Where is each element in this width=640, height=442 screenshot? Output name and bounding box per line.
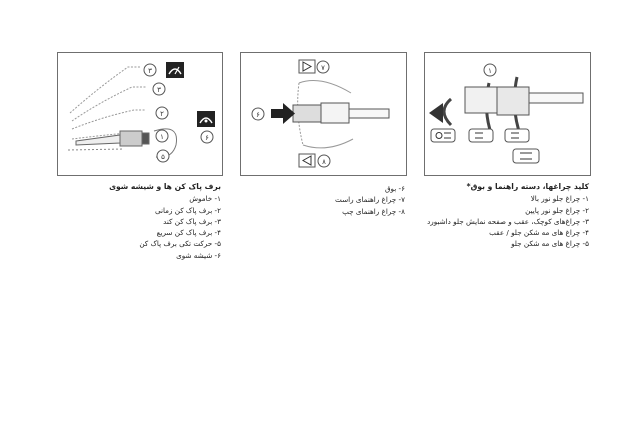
wiper-legend-item: ۴- برف پاک کن سریع — [156, 228, 221, 238]
wiper-stalk-figure — [57, 52, 223, 176]
wiper-legend-item: ۲- برف پاک کن زمانی — [154, 205, 221, 215]
wiper-icon — [166, 62, 184, 78]
wiper-legend-item: ۱- خاموش — [189, 194, 221, 204]
signal-stalk-illustration — [241, 53, 406, 175]
wiper-label-3: ۳ — [148, 67, 152, 75]
wiper-stalk-illustration — [58, 53, 222, 175]
lights-stalk-figure — [424, 52, 591, 176]
wiper-legend-item: ۵- حرکت تکی برف پاک کن — [139, 239, 221, 249]
wiper-label-2: ۲ — [160, 110, 164, 118]
wiper-legend-title: برف پاک کن ها و شیشه شوی — [109, 182, 221, 191]
signal-legend-item: ۶- بوق — [384, 184, 405, 193]
signal-label-7: ۷ — [321, 64, 325, 72]
turn-left-icon — [299, 154, 315, 167]
wiper-legend-item: ۶- شیشه شوی — [176, 250, 221, 260]
wiper-legend — [96, 181, 221, 261]
wiper-legend-item: ۳- برف پاک کن کند — [163, 216, 221, 226]
fog-rear-icon — [469, 129, 493, 142]
wiper-label-6: ۶ — [205, 134, 209, 142]
lights-legend-item: ۴- چراغ های مه شکن جلو / عقب — [489, 228, 589, 238]
lights-legend-item: ۱- چراغ جلو نور بالا — [530, 194, 589, 204]
parking-light-icon — [513, 149, 539, 163]
signal-legend — [300, 181, 405, 217]
signal-stalk-figure — [240, 52, 407, 176]
wiper-label-1: ۱ — [160, 133, 164, 141]
lights-legend — [422, 181, 589, 250]
lights-label-1: ۱ — [488, 67, 492, 75]
signal-label-6: ۶ — [256, 111, 260, 119]
fog-front-icon — [505, 129, 529, 142]
turn-right-icon — [299, 60, 315, 73]
signal-legend-item: ۸- چراغ راهنمای چپ — [342, 206, 405, 216]
lights-legend-title: کلید چراغها، دسته راهنما و بوق* — [466, 182, 589, 191]
headlight-icon — [431, 129, 455, 142]
washer-icon — [197, 111, 215, 127]
signal-label-8: ۸ — [322, 158, 326, 166]
wiper-label-2b: ۳ — [157, 86, 161, 94]
horn-push-arrow — [271, 103, 295, 124]
lights-legend-item: ۲- چراغ جلو نور پایین — [525, 205, 589, 215]
lights-legend-item: ۳- چراغ‌های کوچک، عقب و صفحه نمایش جلو داشبورد — [427, 216, 589, 226]
lights-stalk-illustration — [425, 53, 590, 175]
lights-legend-item: ۵- چراغ های مه شکن جلو — [511, 239, 589, 249]
wiper-label-5: ۵ — [161, 153, 165, 161]
signal-legend-item: ۷- چراغ راهنمای راست — [335, 195, 405, 205]
